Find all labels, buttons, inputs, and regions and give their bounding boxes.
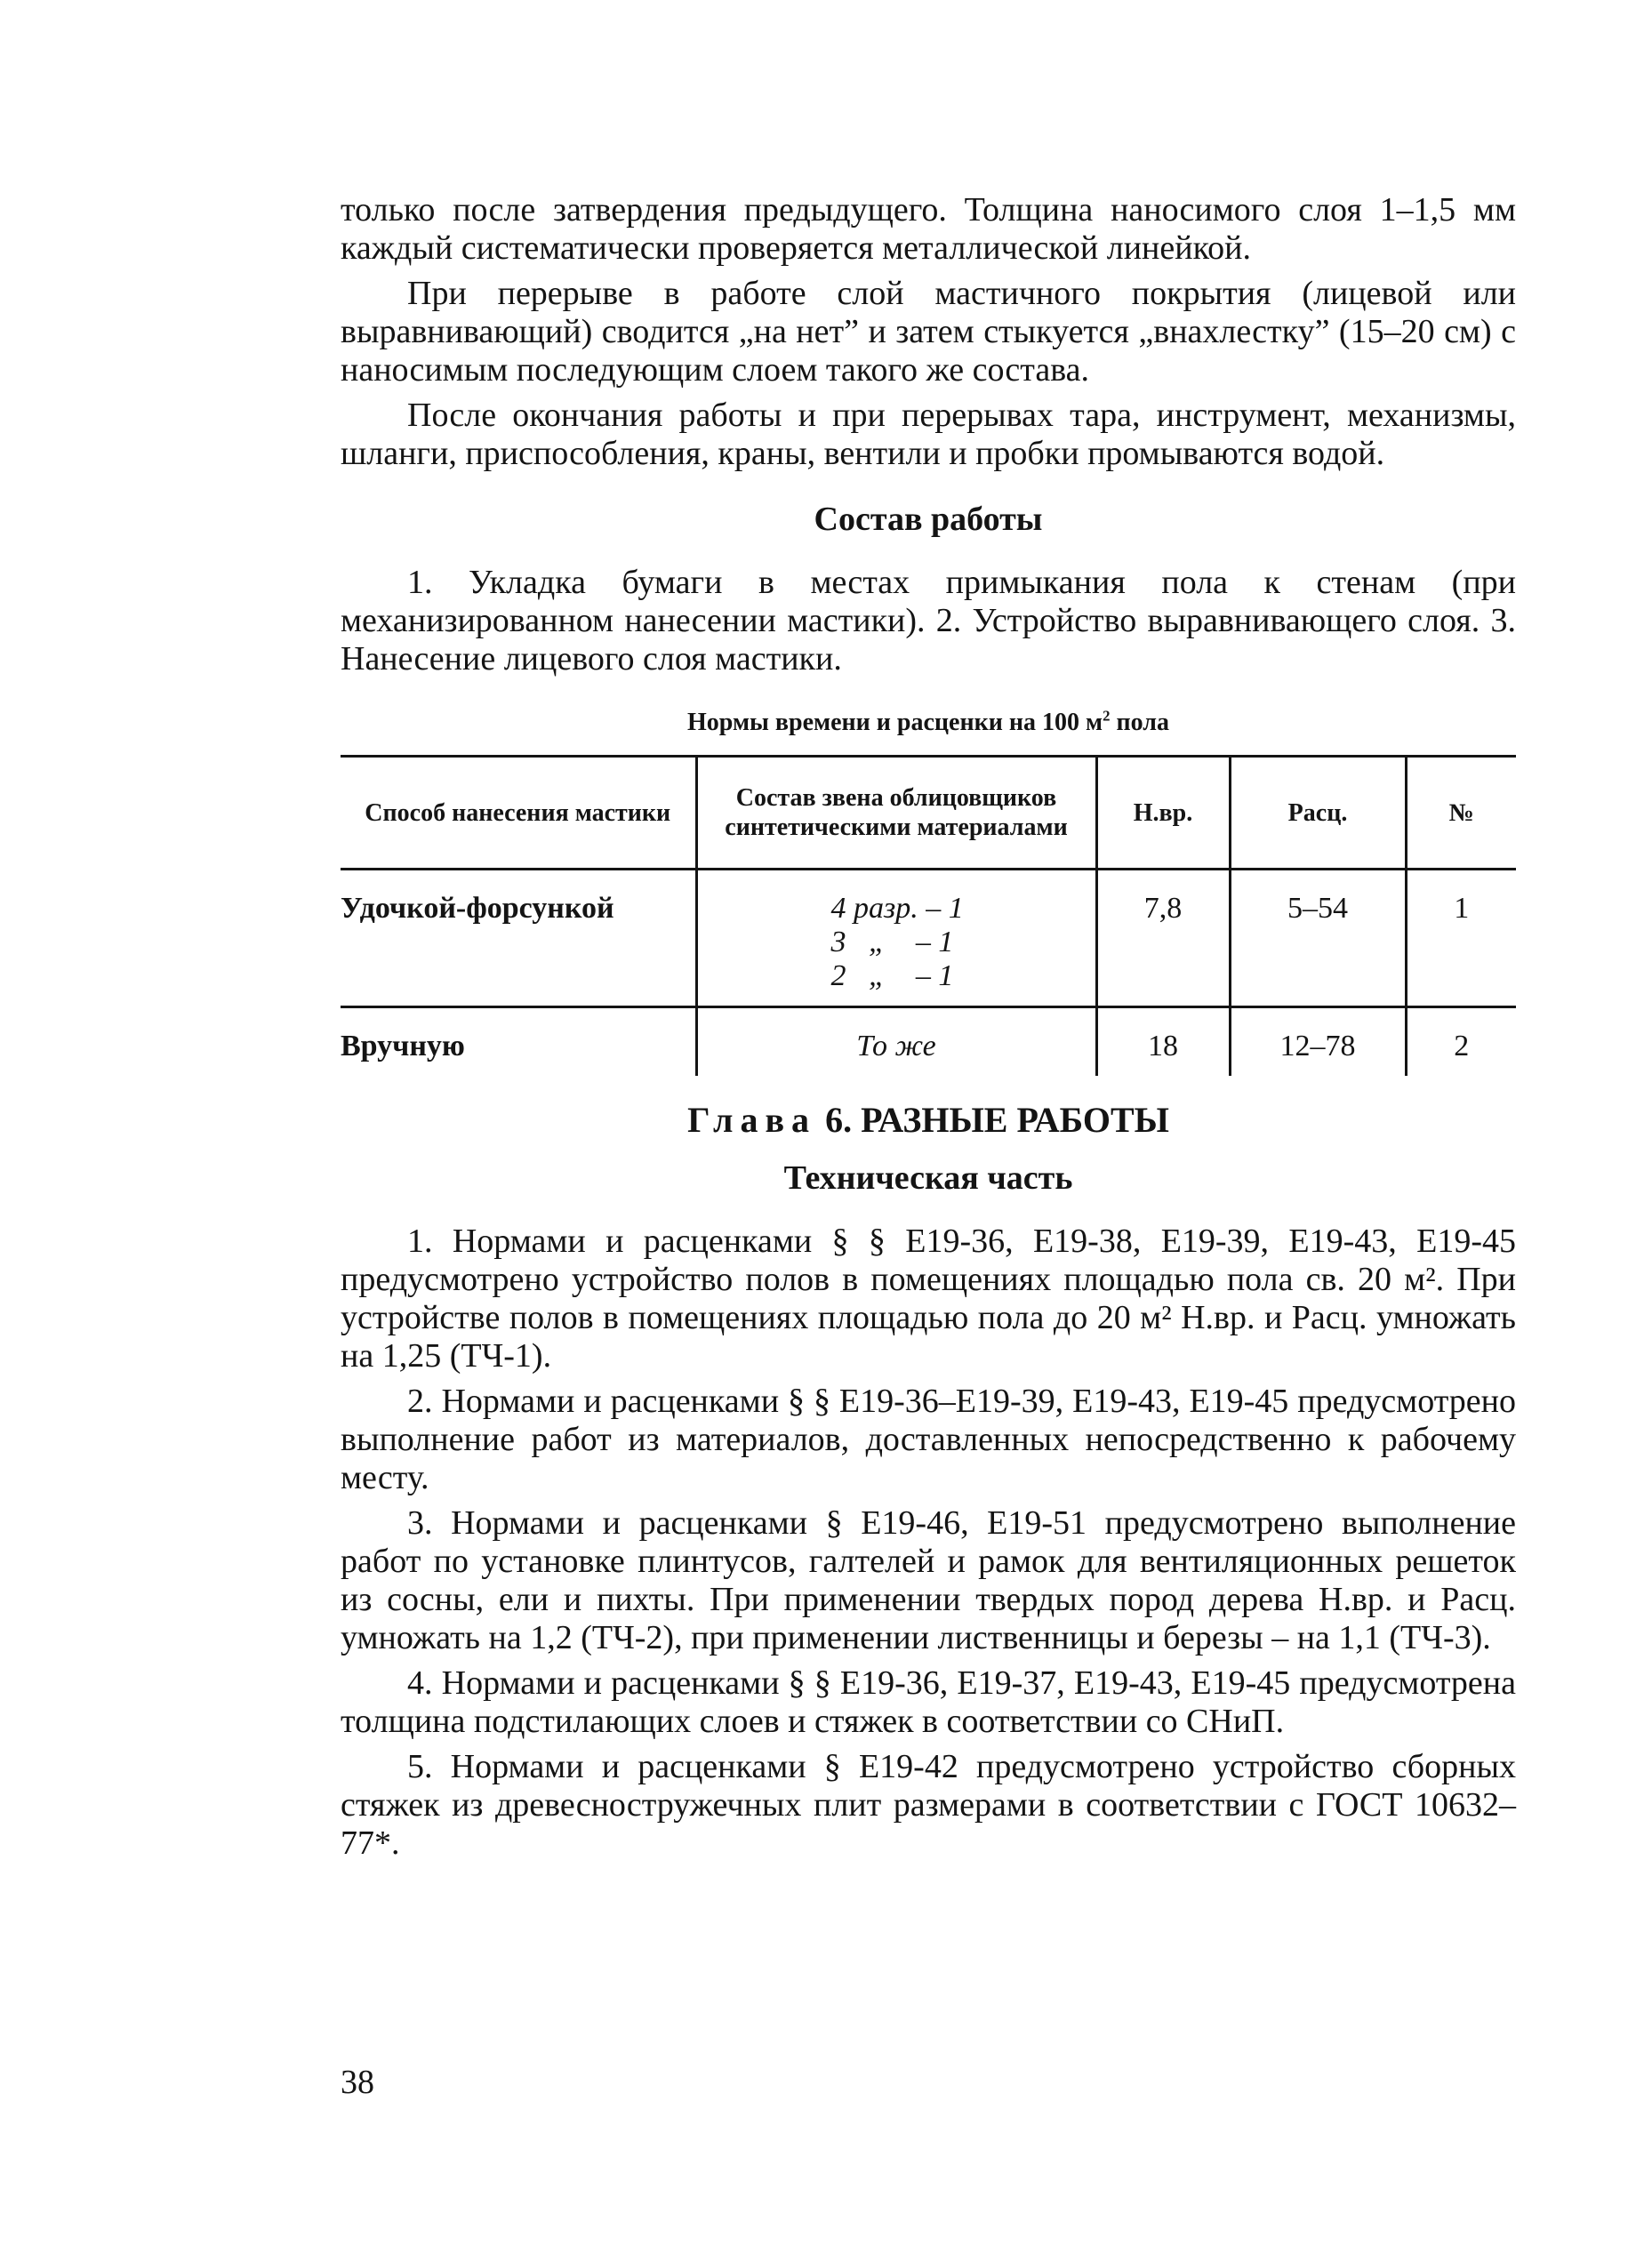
tech-paragraph: 4. Нормами и расценками § § Е19-36, Е19-37, Е19-43, Е19-45 предусмотрена толщина подстилающих слоев и стяжек в соответствии со СНиП. bbox=[341, 1664, 1516, 1740]
paragraph-cleanup: После окончания работы и при перерывах тара, инструмент, механизмы, шланги, приспособления, краны, вентили и пробки промываются водой. bbox=[341, 397, 1516, 472]
page-number: 38 bbox=[341, 2064, 374, 2101]
table-caption-text: Нормы времени и расценки на 100 м bbox=[687, 709, 1103, 736]
cell-method: Вручную bbox=[341, 1030, 465, 1062]
tech-paragraph: 3. Нормами и расценками § Е19-46, Е19-51 предусмотрено выполнение работ по установке плинтусов, галтелей и рамок для вентиляционных решеток из сосны, ели и пихты. При применении твердых пород дерева Н.вр. и Расц. умножать на 1,2 (ТЧ-2), при применении лиственницы и березы – на 1,1 (ТЧ-3). bbox=[341, 1504, 1516, 1656]
table-row bbox=[341, 1007, 1516, 1077]
crew-line: 2 „ – 1 bbox=[830, 959, 954, 992]
header-method: Способ нанесения мастики bbox=[341, 757, 696, 870]
chapter-prefix: Глава bbox=[687, 1100, 817, 1140]
tech-paragraph: 1. Нормами и расценками § § Е19-36, Е19-38, Е19-39, Е19-43, Е19-45 предусмотрено устройство полов в помещениях площадью пола св. 20 м². При устройстве полов в помещениях площадью пола до 20 м² Н.вр. и Расц. умножать на 1,25 (ТЧ-1). bbox=[341, 1223, 1516, 1375]
cell-no: 1 bbox=[1406, 870, 1516, 1007]
cell-crew bbox=[696, 870, 1096, 1007]
header-nvr: Н.вр. bbox=[1096, 757, 1230, 870]
table-caption-sup: 2 bbox=[1103, 707, 1111, 725]
chapter-heading bbox=[341, 1099, 1516, 1141]
cell-rate: 12–78 bbox=[1230, 1007, 1406, 1077]
table-caption-suffix: пола bbox=[1110, 709, 1169, 736]
cell-no: 2 bbox=[1406, 1007, 1516, 1077]
norms-table bbox=[341, 755, 1516, 1076]
tech-paragraph: 5. Нормами и расценками § Е19-42 предусмотрено устройство сборных стяжек из древесностружечных плит размерами в соответствии с ГОСТ 10632–77*. bbox=[341, 1748, 1516, 1862]
cell-nvr: 7,8 bbox=[1096, 870, 1230, 1007]
section-text: 1. Укладка бумаги в местах примыкания пола к стенам (при механизированном нанесении мастики). 2. Устройство выравнивающего слоя. 3. Нанесение лицевого слоя мастики. bbox=[341, 564, 1516, 678]
crew-line: 3 „ – 1 bbox=[830, 926, 954, 958]
header-no: № bbox=[1406, 757, 1516, 870]
cell-method: Удочкой-форсункой bbox=[341, 870, 696, 1007]
tech-paragraph: 2. Нормами и расценками § § Е19-36–Е19-39, Е19-43, Е19-45 предусмотрено выполнение работ из материалов, доставленных непосредственно к рабочему месту. bbox=[341, 1383, 1516, 1496]
section-title: Состав работы bbox=[814, 501, 1043, 538]
page-content bbox=[341, 191, 1516, 1863]
crew-line: 4 разр. – 1 bbox=[830, 892, 964, 925]
paragraph-continuation: только после затвердения предыдущего. Толщина наносимого слоя 1–1,5 мм каждый систематически проверяется металлической линейкой. bbox=[341, 191, 1516, 267]
header-rate: Расц. bbox=[1230, 757, 1406, 870]
cell-nvr: 18 bbox=[1096, 1007, 1230, 1077]
table-row bbox=[341, 870, 1516, 1007]
chapter-title: 6. РАЗНЫЕ РАБОТЫ bbox=[825, 1100, 1169, 1140]
header-crew: Состав звена облицовщиков синтетическими материалами bbox=[696, 757, 1096, 870]
subtitle: Техническая часть bbox=[783, 1159, 1073, 1197]
table-header-row bbox=[341, 757, 1516, 870]
paragraph-break-rule: При перерыве в работе слой мастичного покрытия (лицевой или выравнивающий) сводится „на нет” и затем стыкуется „внахлестку” (15–20 см) с наносимым последующим слоем такого же состава. bbox=[341, 275, 1516, 389]
cell-crew: То же bbox=[696, 1007, 1096, 1077]
cell-rate: 5–54 bbox=[1230, 870, 1406, 1007]
table-caption bbox=[341, 709, 1516, 737]
